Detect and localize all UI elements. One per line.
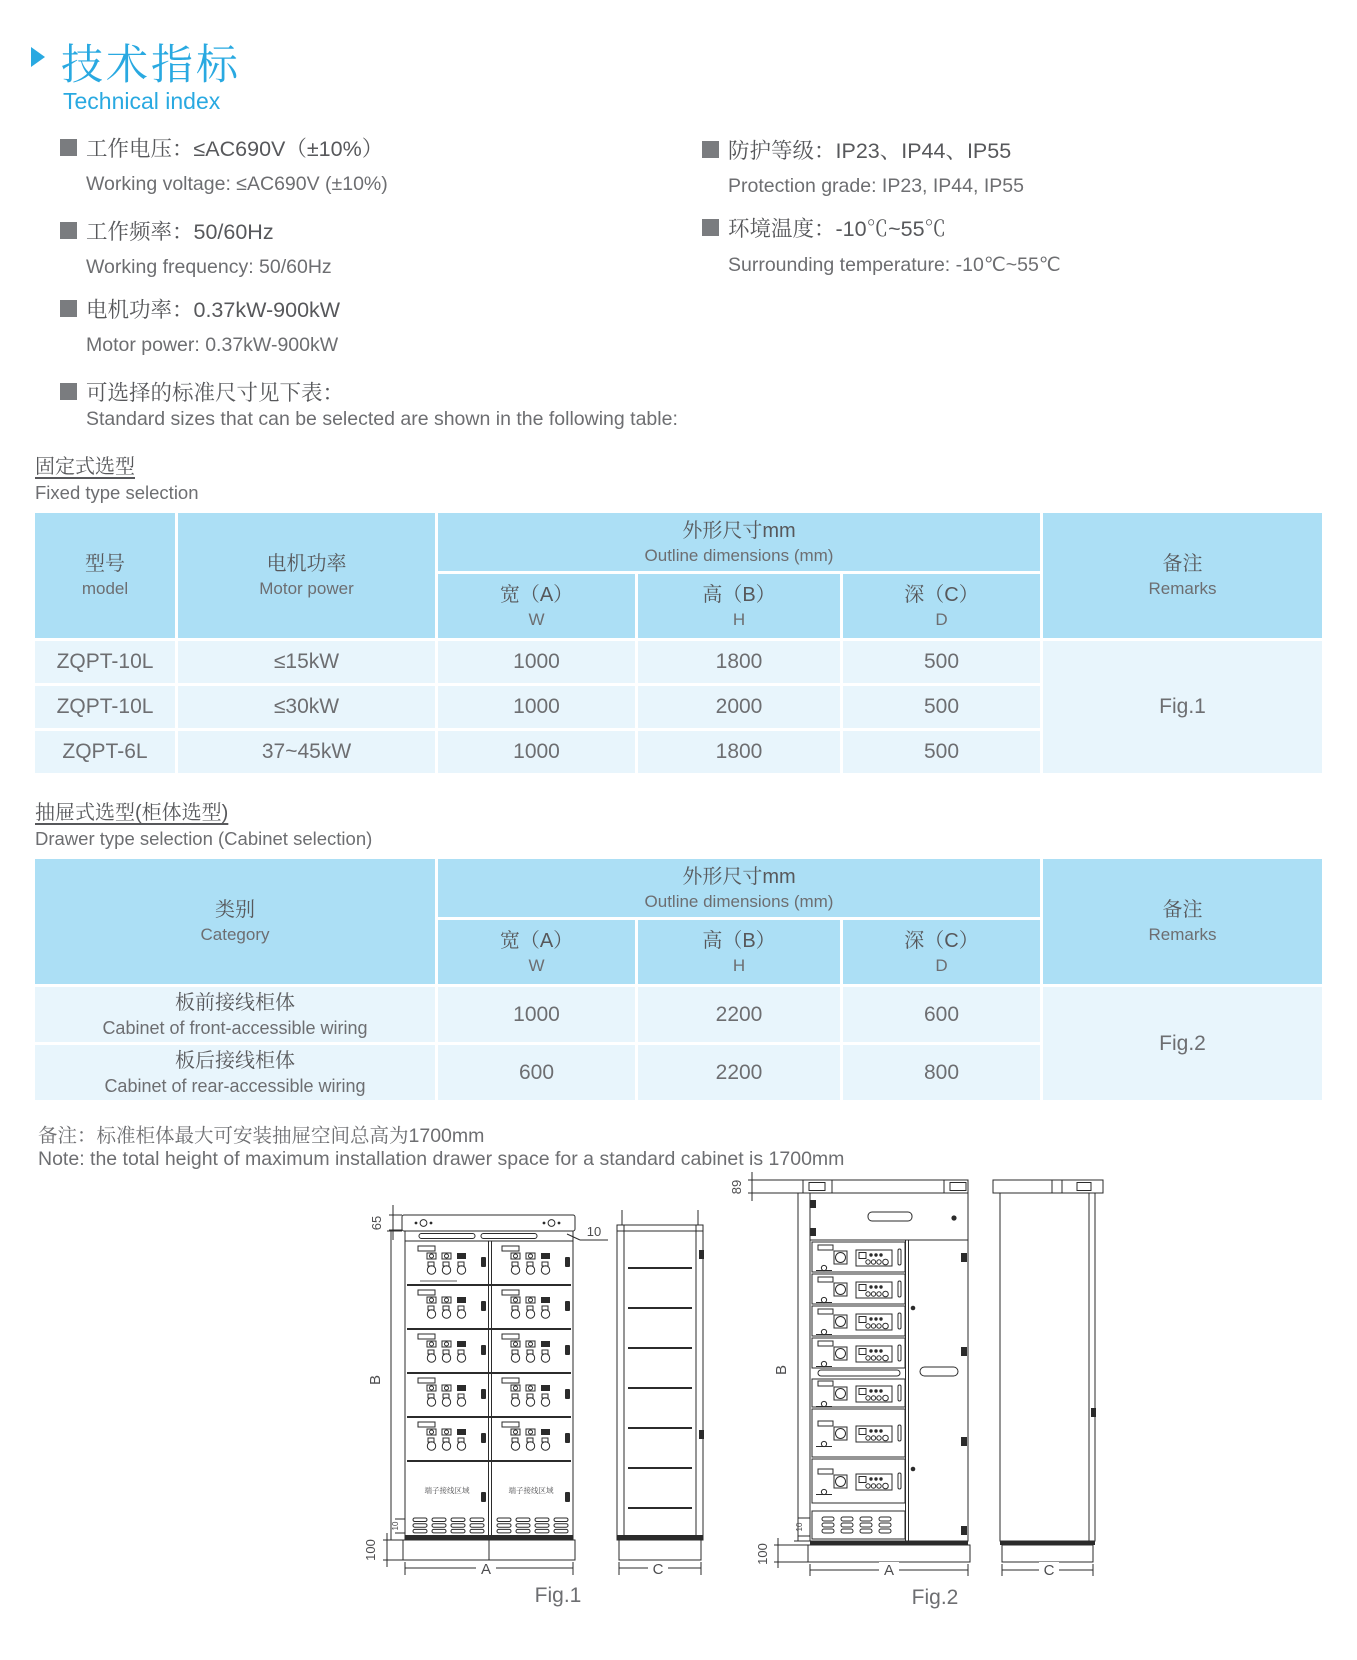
- fig1-dim-10-top: 10: [586, 1224, 602, 1239]
- table-note-zh: 备注：标准柜体最大可安装抽屉空间总高为1700mm: [38, 1125, 485, 1147]
- fig1-side-view: [617, 1210, 704, 1560]
- spec-motor-power-en: Motor power: 0.37kW-900kW: [86, 334, 339, 356]
- cell-height: 2000: [638, 686, 840, 728]
- cell-width: 1000: [438, 987, 635, 1042]
- cell-remark: Fig.1: [1043, 641, 1322, 773]
- square-bullet-icon: [60, 222, 77, 239]
- cell-model: ZQPT-10L: [35, 641, 175, 683]
- cell-width: 1000: [438, 641, 635, 683]
- cell-width: 1000: [438, 731, 635, 773]
- cell-height: 2200: [638, 1045, 840, 1100]
- fixed-section-title-zh: 固定式选型: [35, 456, 135, 478]
- spec-working-voltage-en: Working voltage: ≤AC690V (±10%): [86, 173, 388, 195]
- cell-height: 1800: [638, 641, 840, 683]
- cell-depth: 800: [843, 1045, 1040, 1100]
- fig2-front-view: [803, 1180, 970, 1562]
- cell-power: ≤30kW: [178, 686, 435, 728]
- fig2-dim-10: 10: [795, 1522, 804, 1532]
- table-note-en: Note: the total height of maximum installation drawer space for a standard cabinet is 1700mm: [38, 1148, 845, 1170]
- cell-model: ZQPT-6L: [35, 731, 175, 773]
- fig1-dim-A: A: [480, 1561, 492, 1578]
- col-header-width: 宽（A） W: [438, 920, 635, 984]
- cell-width: 600: [438, 1045, 635, 1100]
- fig2-dimensions: [729, 1172, 1093, 1579]
- col-header-outline: 外形尺寸mm Outline dimensions (mm): [438, 859, 1040, 917]
- spec-protection-grade-zh: 防护等级：IP23、IP44、IP55: [702, 134, 1011, 165]
- fig2-dim-B: B: [773, 1364, 790, 1376]
- fig1-terminal-area-label: 端子接线区域: [508, 1486, 554, 1495]
- cell-depth: 500: [843, 686, 1040, 728]
- fig2-drawing: [712, 1108, 1137, 1620]
- drawer-type-table: [32, 856, 1325, 1103]
- square-bullet-icon: [60, 383, 77, 400]
- spec-ambient-temperature-en: Surrounding temperature: -10℃~55℃: [728, 254, 1061, 276]
- spec-working-frequency-en: Working frequency: 50/60Hz: [86, 256, 332, 278]
- col-header-depth: 深（C） D: [843, 920, 1040, 984]
- fixed-type-table: [32, 510, 1325, 776]
- page-title-en: Technical index: [63, 88, 221, 114]
- col-header-width: 宽（A） W: [438, 574, 635, 638]
- spec-working-frequency-zh: 工作频率：50/60Hz: [60, 215, 274, 246]
- section-arrow-icon: [31, 47, 45, 67]
- fig1-terminal-area-label: 端子接线区域: [424, 1486, 470, 1495]
- table-header-row: [35, 859, 1322, 917]
- spec-motor-power-zh: 电机功率：0.37kW-900kW: [60, 293, 340, 324]
- col-header-height: 高（B） H: [638, 574, 840, 638]
- cell-width: 1000: [438, 686, 635, 728]
- cell-height: 2200: [638, 987, 840, 1042]
- fixed-section-title-en: Fixed type selection: [35, 482, 199, 503]
- fig1-dim-10-bottom: 10: [391, 1521, 400, 1531]
- col-header-model: 型号 model: [35, 513, 175, 638]
- cell-depth: 500: [843, 641, 1040, 683]
- cell-model: ZQPT-10L: [35, 686, 175, 728]
- cell-category: 板前接线柜体 Cabinet of front-accessible wiring: [35, 987, 435, 1042]
- spec-working-voltage-zh: 工作电压：≤AC690V（±10%）: [60, 132, 383, 163]
- square-bullet-icon: [702, 219, 719, 236]
- drawer-section-title-en: Drawer type selection (Cabinet selection): [35, 828, 373, 849]
- fig1-dim-100: 100: [363, 1539, 378, 1561]
- drawer-section-title-zh: 抽屉式选型(柜体选型): [35, 802, 229, 824]
- fig2-dim-89: 89: [729, 1179, 744, 1195]
- fig1-dim-65: 65: [369, 1215, 384, 1231]
- table-header-row: [35, 513, 1322, 571]
- square-bullet-icon: [60, 300, 77, 317]
- table-row: [35, 641, 1322, 683]
- fig1-drawing: [345, 1135, 715, 1620]
- table-row: [35, 987, 1322, 1042]
- spec-sizes-note-en: Standard sizes that can be selected are shown in the following table:: [86, 408, 678, 430]
- fig2-side-view: [993, 1180, 1103, 1562]
- cell-depth: 600: [843, 987, 1040, 1042]
- cell-category: 板后接线柜体 Cabinet of rear-accessible wiring: [35, 1045, 435, 1100]
- spec-protection-grade-en: Protection grade: IP23, IP44, IP55: [728, 175, 1024, 197]
- spec-ambient-temperature-zh: 环境温度：-10℃~55℃: [702, 212, 946, 243]
- fig2-dim-100: 100: [755, 1543, 770, 1565]
- cell-remark: Fig.2: [1043, 987, 1322, 1100]
- fig2-dim-C: C: [1043, 1562, 1055, 1579]
- col-header-category: 类别 Category: [35, 859, 435, 984]
- fig2-dim-A: A: [883, 1562, 895, 1579]
- col-header-remarks: 备注 Remarks: [1043, 513, 1322, 638]
- col-header-remarks: 备注 Remarks: [1043, 859, 1322, 984]
- cell-power: ≤15kW: [178, 641, 435, 683]
- col-header-outline: 外形尺寸mm Outline dimensions (mm): [438, 513, 1040, 571]
- square-bullet-icon: [702, 141, 719, 158]
- fig1-dim-C: C: [652, 1561, 664, 1578]
- page-title-zh: 技术指标: [61, 41, 242, 88]
- col-header-height: 高（B） H: [638, 920, 840, 984]
- cell-depth: 500: [843, 731, 1040, 773]
- fig1-front-view: [402, 1215, 575, 1560]
- fig1-dim-B: B: [367, 1374, 384, 1386]
- fig2-caption: Fig.2: [911, 1586, 959, 1609]
- cell-power: 37~45kW: [178, 731, 435, 773]
- spec-sizes-note-zh: 可选择的标准尺寸见下表：: [60, 376, 344, 407]
- cell-height: 1800: [638, 731, 840, 773]
- col-header-depth: 深（C） D: [843, 574, 1040, 638]
- fig1-caption: Fig.1: [534, 1584, 582, 1607]
- col-header-motor-power: 电机功率 Motor power: [178, 513, 435, 638]
- square-bullet-icon: [60, 139, 77, 156]
